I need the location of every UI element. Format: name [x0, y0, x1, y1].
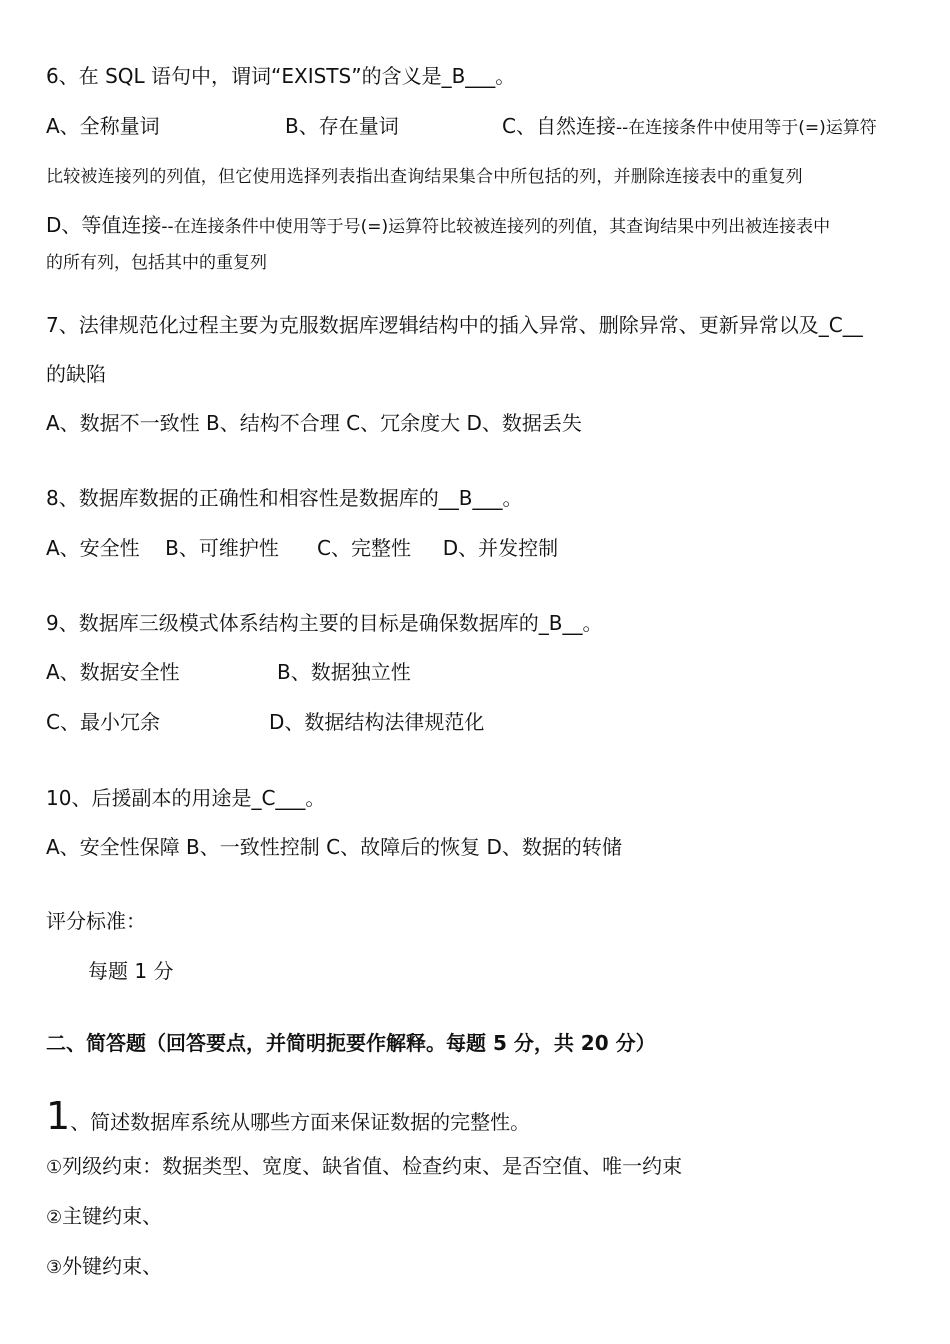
q1-text: 、简述数据库系统从哪些方面来保证数据的完整性。 [70, 1110, 531, 1134]
q10-stem: 10、后援副本的用途是_C___。 [46, 786, 326, 810]
q9-option-c: C、最小冗余 [46, 710, 160, 734]
q9-stem: 9、数据库三级模式体系结构主要的目标是确保数据库的_B__。 [46, 611, 603, 635]
answer-item-2-text: 主键约束、 [62, 1204, 163, 1228]
q6-stem: 6、在 SQL 语句中，谓词“EXISTS”的含义是_B___。 [46, 64, 516, 88]
q6-option-d [46, 212, 830, 240]
answer-item-3-text: 外键约束、 [62, 1254, 163, 1278]
q7-stem-continuation: 的缺陷 [46, 362, 106, 386]
section-heading: 二、简答题（回答要点，并简明扼要作解释。每题 5 分，共 20 分） [46, 1031, 656, 1055]
grading-label: 评分标准： [46, 909, 146, 933]
q8-stem: 8、数据库数据的正确性和相容性是数据库的__B___。 [46, 486, 523, 510]
q9-option-d: D、数据结构法律规范化 [269, 710, 485, 734]
answer-item-1-text: 列级约束：数据类型、宽度、缺省值、检查约束、是否空值、唯一约束 [62, 1154, 683, 1178]
q1-number: 1 [46, 1094, 71, 1138]
q7-stem: 7、法律规范化过程主要为克服数据库逻辑结构中的插入异常、删除异常、更新异常以及_C__ [46, 313, 863, 337]
circled-number-2: ② [46, 1207, 63, 1228]
q8-options: A、安全性 B、可维护性 C、完整性 D、并发控制 [46, 536, 559, 560]
q6-option-d-rest: --在连接条件中使用等于号(=)运算符比较被连接列的列值，其查询结果中列出被连接表中 [161, 217, 831, 237]
answer-item-1 [46, 1153, 682, 1181]
q6-option-d-continuation: 的所有列，包括其中的重复列 [46, 253, 267, 273]
q6-option-c [502, 113, 877, 141]
q9-option-b: B、数据独立性 [277, 660, 411, 684]
q6-option-d-head: D、等值连接 [46, 213, 162, 237]
q6-option-c-head: C、自然连接 [502, 114, 616, 138]
short-answer-q1 [46, 1096, 530, 1142]
answer-item-3 [46, 1253, 162, 1281]
q7-options: A、数据不一致性 B、结构不合理 C、冗余度大 D、数据丢失 [46, 411, 582, 435]
q6-option-b: B、存在量词 [285, 114, 399, 138]
q10-options: A、安全性保障 B、一致性控制 C、故障后的恢复 D、数据的转储 [46, 835, 622, 859]
answer-item-2 [46, 1203, 162, 1231]
q6-option-c-continuation: 比较被连接列的列值，但它使用选择列表指出查询结果集合中所包括的列，并删除连接表中的重复列 [46, 167, 803, 187]
q6-option-c-rest: --在连接条件中使用等于(=)运算符 [615, 118, 877, 138]
q6-option-a: A、全称量词 [46, 114, 160, 138]
circled-number-1: ① [46, 1157, 63, 1178]
grading-rule: 每题 1 分 [88, 959, 174, 983]
q9-option-a: A、数据安全性 [46, 660, 180, 684]
circled-number-3: ③ [46, 1257, 63, 1278]
